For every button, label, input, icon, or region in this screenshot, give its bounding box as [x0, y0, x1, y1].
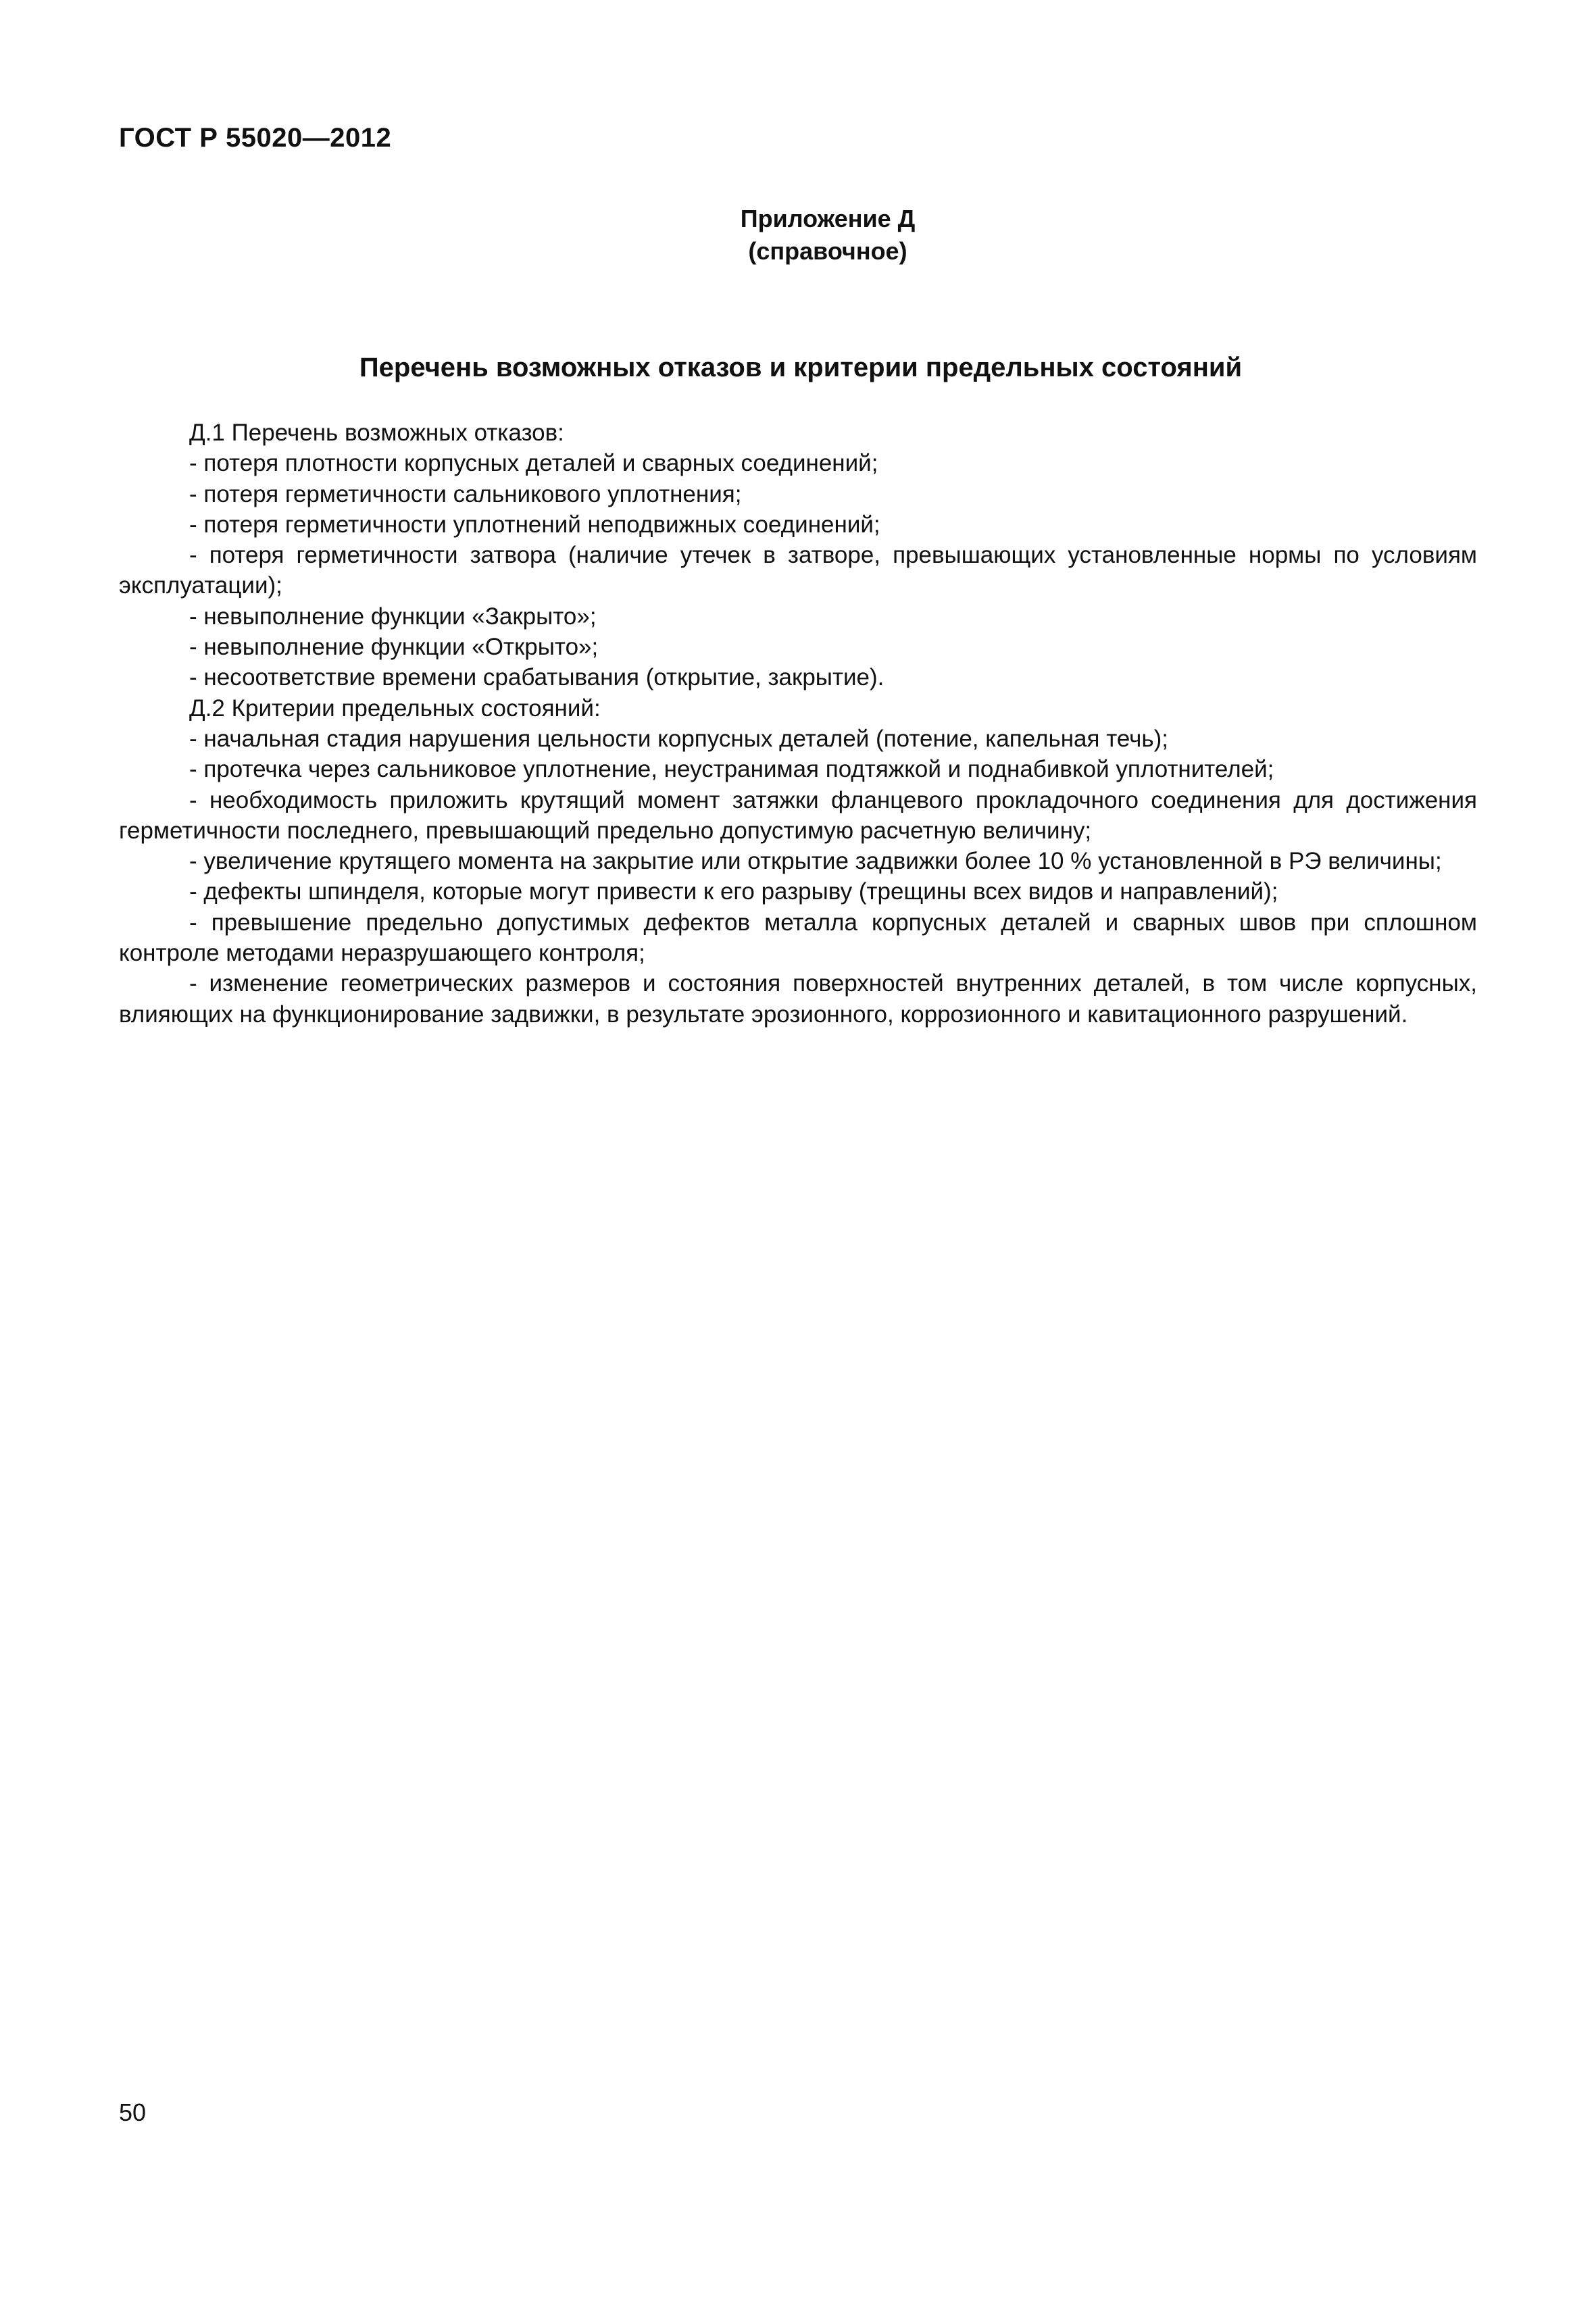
list-item: - потеря герметичности сальникового уплотнения;: [189, 480, 742, 507]
paragraph-d1-heading: Д.1 Перечень возможных отказов:: [189, 420, 564, 446]
list-item: - потеря герметичности уплотнений неподвижных соединений;: [189, 511, 880, 538]
paragraph-d2-heading: Д.2 Критерии предельных состояний:: [189, 695, 601, 722]
list-item: - потеря герметичности затвора (наличие утечек в затворе, превышающих установленные нормы по условиям эксплуатации);: [119, 542, 1477, 599]
list-item: - превышение предельно допустимых дефектов металла корпусных деталей и сварных швов при сплошном контроле методами неразрушающего контроля;: [119, 909, 1477, 967]
list-item: - несоответствие времени срабатывания (открытие, закрытие).: [189, 664, 884, 691]
list-item: - начальная стадия нарушения цельности корпусных деталей (потение, капельная течь);: [189, 725, 1168, 752]
list-item: - протечка через сальниковое уплотнение, неустранимая подтяжкой и поднабивкой уплотнителей;: [189, 756, 1274, 783]
list-item: - невыполнение функции «Закрыто»;: [189, 603, 597, 630]
section-title: Перечень возможных отказов и критерии предельных состояний: [359, 353, 1243, 382]
list-item: - невыполнение функции «Открыто»;: [189, 634, 599, 661]
page-number: 50: [119, 2098, 147, 2126]
document-code-header: ГОСТ Р 55020—2012: [119, 123, 392, 153]
list-item: - необходимость приложить крутящий момент затяжки фланцевого прокладочного соединения для достижения герметичности последнего, превышающий предельно допустимую расчетную величину;: [119, 786, 1477, 844]
appendix-kind: (справочное): [748, 237, 907, 265]
list-item: - потеря плотности корпусных деталей и сварных соединений;: [189, 450, 878, 477]
list-item: - изменение геометрических размеров и состояния поверхностей внутренних деталей, в том числе корпусных, влияющих на функционирование задвижки, в результате эрозионного, коррозионного и кавитационного разрушений.: [119, 970, 1477, 1028]
list-item: - дефекты шпинделя, которые могут привести к его разрыву (трещины всех видов и направлений);: [189, 878, 1278, 905]
list-item: - увеличение крутящего момента на закрытие или открытие задвижки более 10 % установленной в РЭ величины;: [189, 848, 1442, 875]
appendix-title: Приложение Д: [740, 205, 916, 232]
body-text: [119, 418, 1477, 1030]
